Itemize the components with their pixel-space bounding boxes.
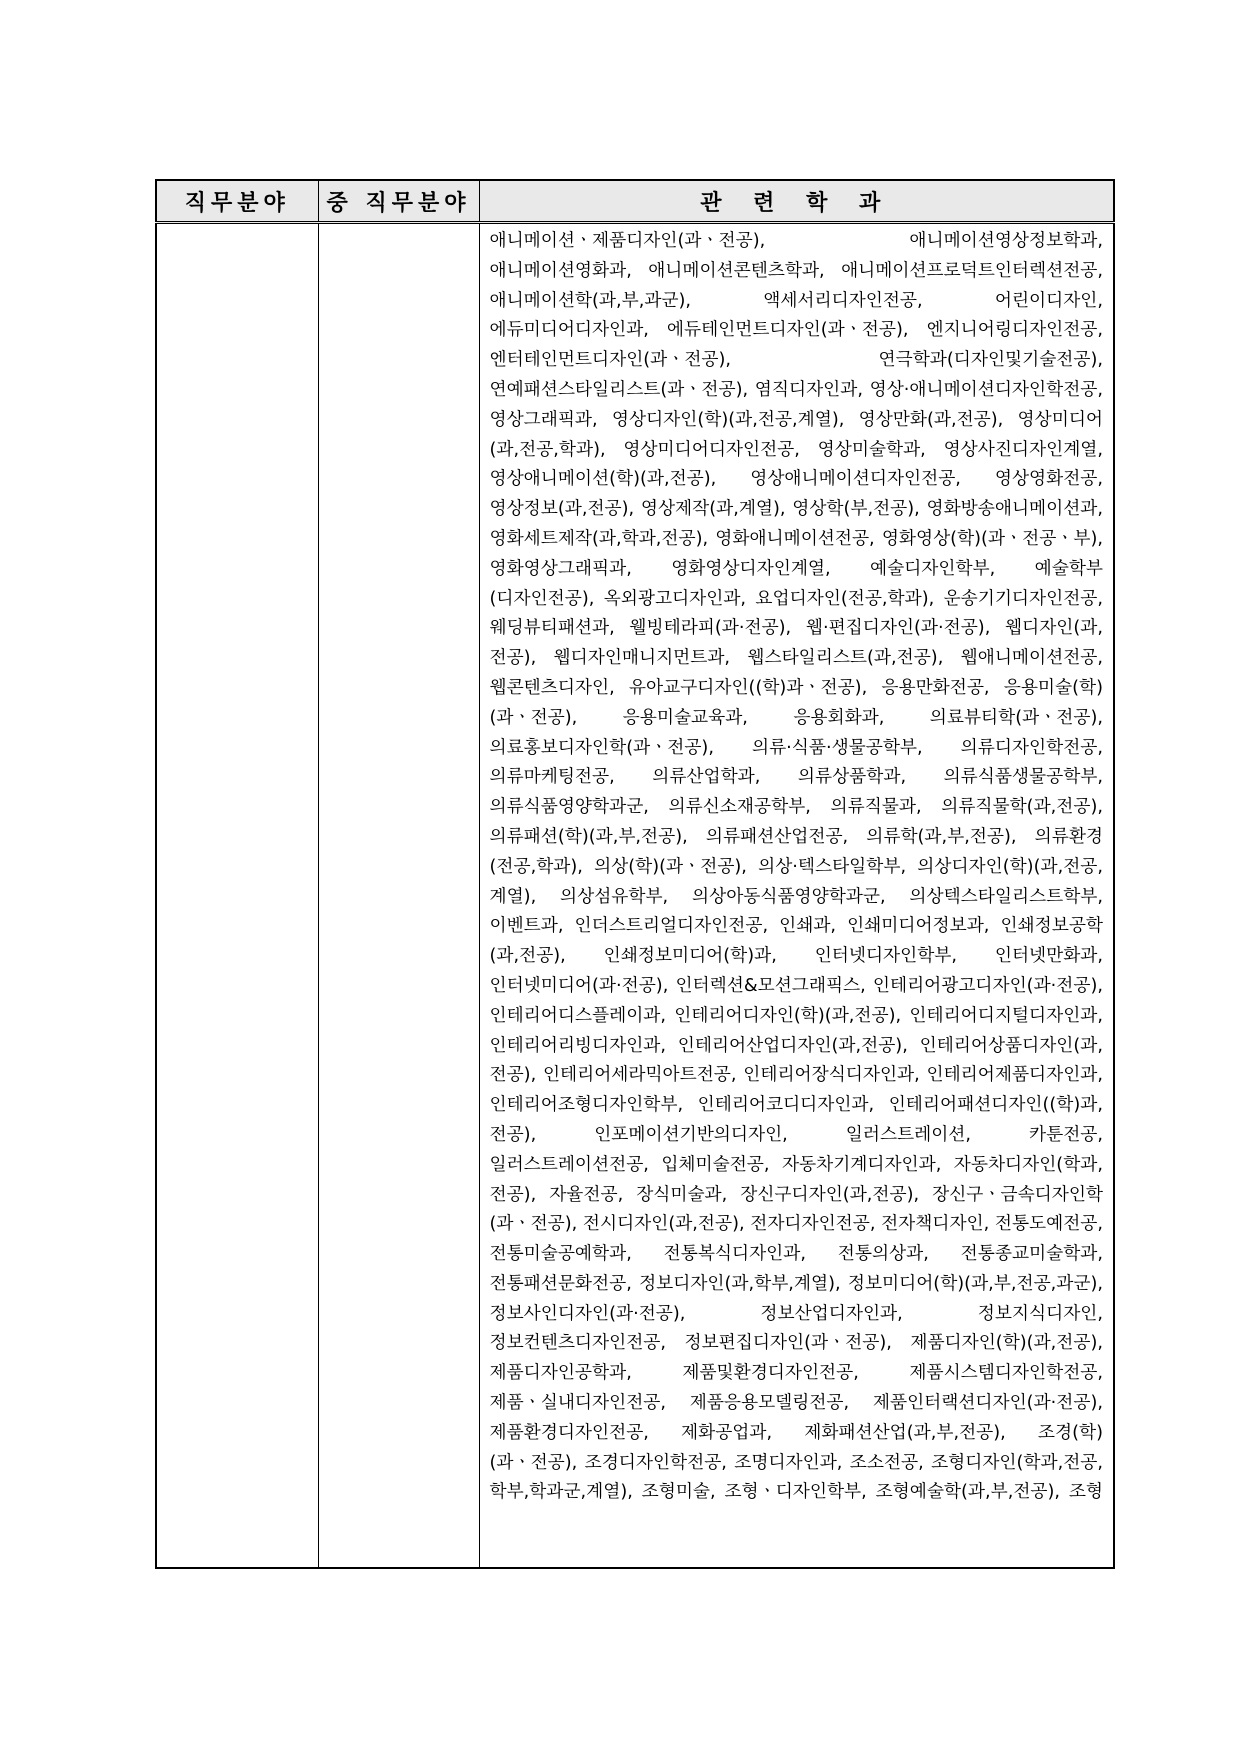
related-departments-cell: 애니메이션ㆍ제품디자인(과ㆍ전공), 애니메이션영상정보학과, 애니메이션영화과, 애니메이션콘텐츠학과, 애니메이션프로덕트인터렉션전공, 애니메이션학(과,부,과군), 액세서리디자인전공, 어린이디자인, 에듀미디어디자인과, 에듀테인먼트디자인(과ㆍ전공), 엔지니어링디자인전공, 엔터테인먼트디자인(과ㆍ전공), 연극학과(디자인및기술전공), 연예패션스타일리스트(과ㆍ전공), 염직디자인과, 영상·애니메이션디자인학전공, 영상그래픽과, 영상디자인(학)(과,전공,계열), 영상만화(과,전공), 영상미디어(과,전공,학과), 영상미디어디자인전공, 영상미술학과, 영상사진디자인계열, 영상애니메이션(학)(과,전공), 영상애니메이션디자인전공, 영상영화전공, 영상정보(과,전공), 영상제작(과,계열), 영상학(부,전공), 영화방송애니메이션과, 영화세트제작(과,학과,전공), 영화애니메이션전공, 영화영상(학)(과ㆍ전공ㆍ부), 영화영상그래픽과, 영화영상디자인계열, 예술디자인학부, 예술학부(디자인전공), 옥외광고디자인과, 요업디자인(전공,학과), 운송기기디자인전공, 웨딩뷰티패션과, 웰빙테라피(과·전공), 웹·편집디자인(과·전공), 웹디자인(과,전공), 웹디자인매니지먼트과, 웹스타일리스트(과,전공), 웹애니메이션전공, 웹콘텐츠디자인, 유아교구디자인((학)과ㆍ전공), 응용만화전공, 응용미술(학)(과ㆍ전공), 응용미술교육과, 응용회화과, 의료뷰티학(과ㆍ전공), 의료홍보디자인학(과ㆍ전공), 의류·식품·생물공학부, 의류디자인학전공, 의류마케팅전공, 의류산업학과, 의류상품학과, 의류식품생물공학부, 의류식품영양학과군, 의류신소재공학부, 의류직물과, 의류직물학(과,전공), 의류패션(학)(과,부,전공), 의류패션산업전공, 의류학(과,부,전공), 의류환경(전공,학과), 의상(학)(과ㆍ전공), 의상·텍스타일학부, 의상디자인(학)(과,전공,계열), 의상섬유학부, 의상아동식품영양학과군, 의상텍스타일리스트학부, 이벤트과, 인더스트리얼디자인전공, 인쇄과, 인쇄미디어정보과, 인쇄정보공학(과,전공), 인쇄정보미디어(학)과, 인터넷디자인학부, 인터넷만화과, 인터넷미디어(과·전공), 인터렉션&모션그래픽스, 인테리어광고디자인(과·전공), 인테리어디스플레이과, 인테리어디자인(학)(과,전공), 인테리어디지털디자인과, 인테리어리빙디자인과, 인테리어산업디자인(과,전공), 인테리어상품디자인(과,전공), 인테리어세라믹아트전공, 인테리어장식디자인과, 인테리어제품디자인과, 인테리어조형디자인학부, 인테리어코디디자인과, 인테리어패션디자인((학)과,전공), 인포메이션기반의디자인, 일러스트레이션, 카툰전공, 일러스트레이션전공, 입체미술전공, 자동차기계디자인과, 자동차디자인(학과,전공), 자율전공, 장식미술과, 장신구디자인(과,전공), 장신구ㆍ금속디자인학(과ㆍ전공), 전시디자인(과,전공), 전자디자인전공, 전자책디자인, 전통도예전공, 전통미술공예학과, 전통복식디자인과, 전통의상과, 전통종교미술학과, 전통패션문화전공, 정보디자인(과,학부,계열), 정보미디어(학)(과,부,전공,과군), 정보사인디자인(과·전공), 정보산업디자인과, 정보지식디자인, 정보컨텐츠디자인전공, 정보편집디자인(과ㆍ전공), 제품디자인(학)(과,전공), 제품디자인공학과, 제품및환경디자인전공, 제품시스템디자인학전공, 제품ㆍ실내디자인전공, 제품응용모델링전공, 제품인터랙션디자인(과·전공), 제품환경디자인전공, 제화공업과, 제화패션산업(과,부,전공), 조경(학)(과ㆍ전공), 조경디자인학전공, 조명디자인과, 조소전공, 조형디자인(학과,전공,학부,학과군,계열), 조형미술, 조형ㆍ디자인학부, 조형예술학(과,부,전공), 조형 (479, 223, 1114, 1569)
job-field-cell (156, 223, 318, 1569)
header-related-departments: 관 련 학 과 (479, 180, 1114, 223)
related-departments-table (155, 179, 1115, 1569)
table-row (156, 223, 1114, 1569)
header-sub-job-field: 중 직무분야 (318, 180, 479, 223)
header-job-field: 직무분야 (156, 180, 318, 223)
table-header-row (156, 180, 1114, 223)
sub-job-field-cell (318, 223, 479, 1569)
